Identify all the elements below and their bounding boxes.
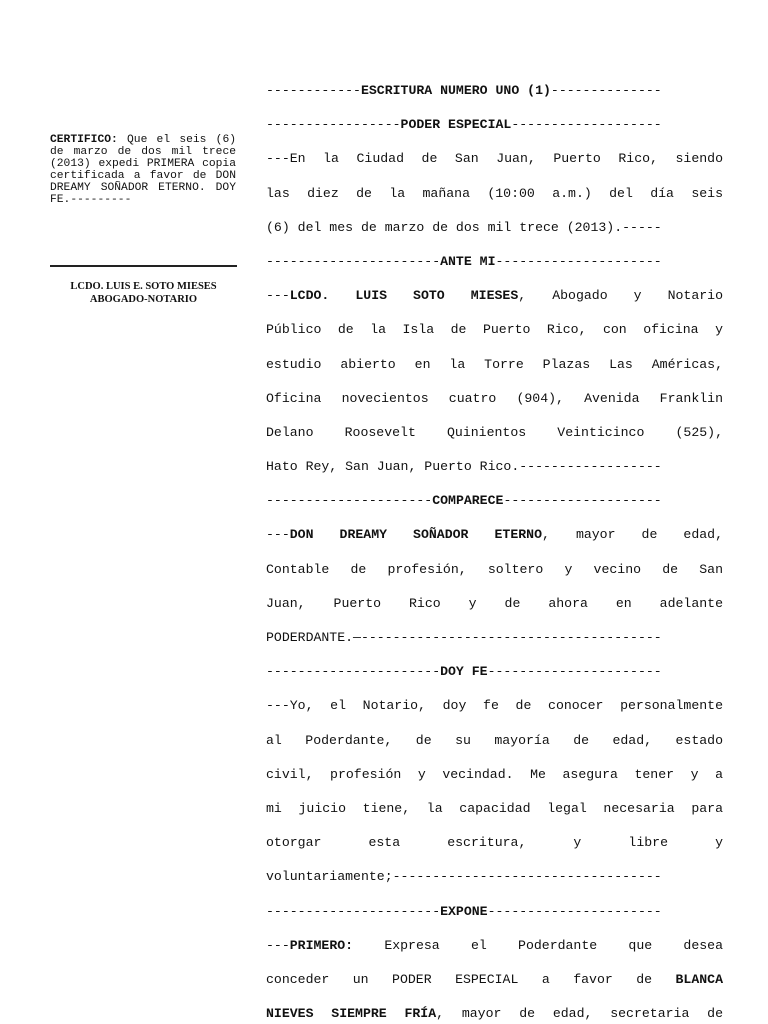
deed-text: Hato Rey, San Juan, Puerto Rico.------------------ <box>266 459 662 475</box>
deed-line <box>266 689 723 723</box>
deed-text: ---------------------- <box>487 664 662 680</box>
notary-signature-block <box>50 280 237 306</box>
deed-line <box>266 416 723 450</box>
deed-text: mi juicio tiene, la capacidad legal necesaria para <box>266 800 723 816</box>
deed-line <box>266 348 723 382</box>
deed-text: otorgar esta escritura, y libre y <box>266 835 723 851</box>
notary-name: LCDO. LUIS E. SOTO MIESES <box>70 281 217 292</box>
deed-line <box>266 929 723 963</box>
signature-line <box>50 265 237 267</box>
deed-line <box>266 484 723 518</box>
deed-text: estudio abierto en la Torre Plazas Las Américas, <box>266 356 723 372</box>
deed-bold-text: LCDO. LUIS SOTO MIESES <box>289 288 519 304</box>
deed-text: ---------------------- <box>487 903 662 919</box>
deed-line <box>266 142 723 176</box>
deed-text: PODERDANTE.—-------------------------------------- <box>266 630 662 645</box>
deed-line <box>266 279 723 313</box>
deed-line <box>266 860 723 894</box>
deed-line <box>266 518 723 552</box>
deed-line <box>266 211 723 245</box>
deed-text: ---------------------- <box>266 903 441 919</box>
deed-line <box>266 382 723 416</box>
deed-text: --- <box>266 288 290 304</box>
deed-text: ------------------- <box>511 117 662 133</box>
deed-text: ---En la Ciudad de San Juan, Puerto Rico, siendo <box>266 151 723 167</box>
deed-text: al Poderdante, de su mayoría de edad, estado <box>266 732 723 748</box>
deed-bold-text: DOY FE <box>440 664 488 680</box>
deed-line <box>266 313 723 347</box>
notary-title: ABOGADO-NOTARIO <box>89 294 198 305</box>
deed-text: ---Yo, el Notario, doy fe de conocer personalmente <box>266 698 723 714</box>
deed-line <box>266 758 723 792</box>
deed-text: Público de la Isla de Puerto Rico, con oficina y <box>266 322 723 338</box>
deed-line <box>266 621 723 655</box>
deed-bold-text: PODER ESPECIAL <box>400 117 512 133</box>
deed-bold-text: NIEVES SIEMPRE FRÍA <box>266 1006 437 1022</box>
deed-text: -------------- <box>550 83 662 98</box>
deed-text: --- <box>266 527 290 543</box>
deed-line <box>266 895 723 929</box>
certification-note <box>50 134 236 206</box>
deed-line <box>266 587 723 621</box>
deed-text: las diez de la mañana (10:00 a.m.) del día seis <box>266 185 723 201</box>
deed-bold-text: COMPARECE <box>432 493 504 509</box>
certification-label: CERTIFICO: <box>50 134 118 146</box>
deed-text: --------------------- <box>495 253 662 269</box>
deed-text: Oficina novecientos cuatro (904), Avenida Franklin <box>266 390 723 406</box>
deed-line <box>266 553 723 587</box>
deed-body <box>266 74 723 1024</box>
deed-text: Delano Roosevelt Quinientos Veinticinco (525), <box>266 424 723 440</box>
deed-text: Contable de profesión, soltero y vecino de San <box>266 561 723 577</box>
deed-line <box>266 74 723 108</box>
deed-line <box>266 245 723 279</box>
deed-text: conceder un PODER ESPECIAL a favor de <box>266 971 676 987</box>
margin-certification <box>50 134 236 206</box>
deed-text: (6) del mes de marzo de dos mil trece (2013).----- <box>266 219 662 235</box>
deed-text: Juan, Puerto Rico y de ahora en adelante <box>266 595 723 611</box>
deed-text: voluntariamente;---------------------------------- <box>266 869 662 885</box>
deed-text: ----------------- <box>266 117 401 133</box>
deed-text: -------------------- <box>503 493 662 509</box>
deed-line <box>266 177 723 211</box>
deed-text: , mayor de edad, <box>541 527 723 543</box>
deed-text: , mayor de edad, secretaria de <box>436 1006 723 1022</box>
deed-line <box>266 655 723 689</box>
deed-text: --------------------- <box>266 493 433 509</box>
deed-line <box>266 724 723 758</box>
deed-text: ---------------------- <box>266 253 441 269</box>
deed-line <box>266 450 723 484</box>
deed-line <box>266 108 723 142</box>
deed-bold-text: DON DREAMY SOÑADOR ETERNO <box>289 527 542 543</box>
deed-text: Expresa el Poderdante que desea <box>353 937 723 953</box>
deed-line <box>266 792 723 826</box>
deed-bold-text: PRIMERO: <box>289 937 354 953</box>
deed-line <box>266 963 723 997</box>
deed-bold-text: EXPONE <box>440 903 488 919</box>
deed-text: ------------ <box>266 83 361 98</box>
deed-line <box>266 997 723 1024</box>
deed-line <box>266 826 723 860</box>
deed-bold-text: ESCRITURA NUMERO UNO (1) <box>360 83 551 98</box>
certification-text: Que el seis (6) de marzo de dos mil trece (2013) expedi PRIMERA copia certificada a favor de DON DREAMY SOÑADOR ETERNO. DOY FE.--------- <box>50 134 236 206</box>
deed-text: ---------------------- <box>266 664 441 680</box>
deed-text: --- <box>266 937 290 953</box>
deed-bold-text: BLANCA <box>675 971 723 987</box>
deed-text: civil, profesión y vecindad. Me asegura tener y a <box>266 766 723 782</box>
deed-bold-text: ANTE MI <box>440 253 496 269</box>
deed-text: , Abogado y Notario <box>518 288 723 304</box>
